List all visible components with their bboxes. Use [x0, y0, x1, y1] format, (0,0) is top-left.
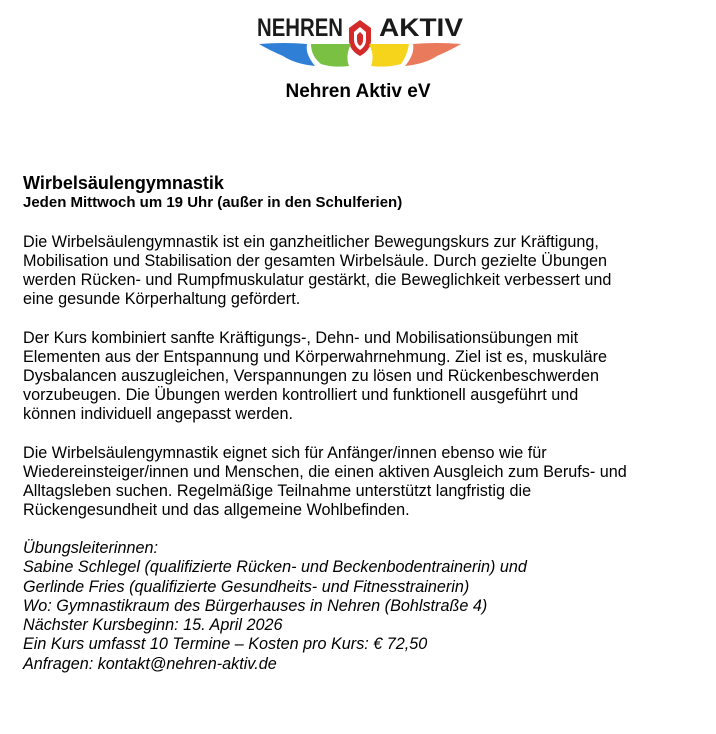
logo-swoosh-green [311, 44, 351, 67]
course-start: Nächster Kursbeginn: 15. April 2026 [23, 616, 283, 635]
logo-swoosh-blue [259, 43, 315, 66]
paragraph-content: Der Kurs kombiniert sanfte Kräftigungs-, Dehn- und Mobilisationsübungen mit Elementen aus der Entspannung und Körperwahrnehmung. Ziel ist es, muskuläre Dysbalancen auszugleichen, Verspannungen zu lösen und Rückenbeschwerden vorzubeugen. Die Übungen werden kontrolliert und funktionell ausgeführt und können individuell angepasst werden. [23, 329, 607, 423]
logo-text-right: AKTIV [379, 14, 464, 42]
course-schedule: Jeden Mittwoch um 19 Uhr (außer in den Schulferien) [23, 194, 403, 211]
leaders-label: Übungsleiterinnen: [23, 539, 158, 557]
leader-1: Sabine Schlegel (qualifizierte Rücken- und Beckenbodentrainerin) und [23, 558, 527, 577]
paragraph-audience: Die Wirbelsäulengymnastik eignet sich für Anfänger/innen ebenso wie für Wiedereinsteiger/innen und Menschen, die einen aktiven Ausgleich zum Berufs- und Alltagsleben suchen. Regelmäßige Teilnahme unterstützt langfristig die Rückengesundheit und das allgemeine Wohlbefinden. [23, 444, 627, 519]
course-details [23, 539, 711, 674]
course-description [23, 173, 711, 674]
logo-swoosh-red [405, 43, 461, 66]
course-title: Wirbelsäulengymnastik [23, 173, 224, 193]
logo-text-left: NEHREN [257, 14, 343, 42]
paragraph-intro: Die Wirbelsäulengymnastik ist ein ganzheitlicher Bewegungskurs zur Kräftigung, Mobilisation und Stabilisation der gesamten Wirbelsäule. Durch gezielte Übungen werden Rücken- und Rumpfmuskulatur gestärkt, die Beweglichkeit verbessert und eine gesunde Körperhaltung gefördert. [23, 233, 612, 308]
organization-name: Nehren Aktiv eV [285, 81, 431, 102]
logo-swoosh-yellow [369, 44, 409, 67]
contact-email[interactable]: Anfragen: kontakt@nehren-aktiv.de [23, 654, 277, 673]
leader-2: Gerlinde Fries (qualifizierte Gesundheits- und Fitnesstrainerin) [23, 577, 470, 596]
location: Wo: Gymnastikraum des Bürgerhauses in Nehren (Bohlstraße 4) [23, 596, 488, 615]
course-cost: Ein Kurs umfasst 10 Termine – Kosten pro Kurs: € 72,50 [23, 635, 428, 654]
logo-emblem-icon [349, 20, 371, 56]
nehren-aktiv-logo [255, 6, 465, 72]
